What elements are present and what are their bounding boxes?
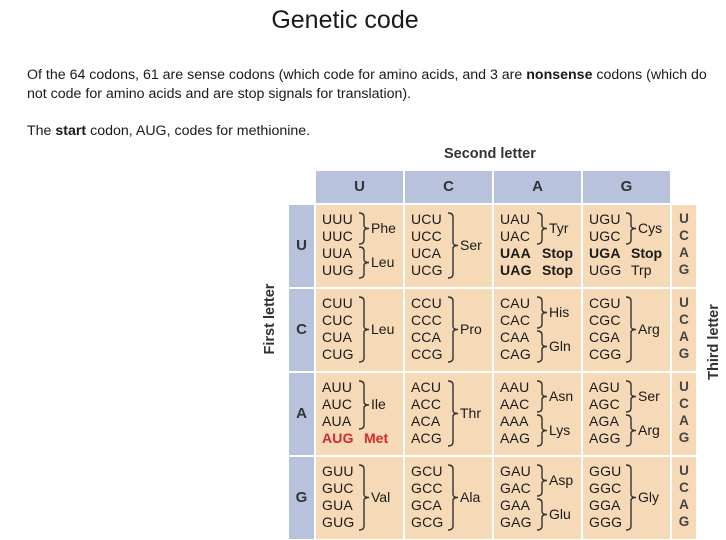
codon: CGU	[589, 295, 621, 311]
brace-icon	[447, 212, 459, 279]
codon: UGA	[589, 245, 621, 261]
amino-acid-label: Ser	[460, 236, 482, 253]
third-letter-u: U	[679, 379, 689, 394]
codon-block-uu	[315, 204, 404, 288]
codon: ACC	[411, 396, 442, 412]
start-codon-paragraph: The start codon, AUG, codes for methionine.	[27, 123, 311, 139]
codon: GUU	[322, 463, 354, 479]
brace-icon	[447, 464, 459, 531]
third-letter-c: C	[679, 228, 689, 243]
codon: UAA	[500, 245, 531, 261]
codon-block-gu	[315, 456, 404, 540]
codon-block-au	[315, 372, 404, 456]
second-letter-label: Second letter	[444, 146, 536, 162]
first-letter-text: G	[295, 489, 308, 506]
codon: UAC	[500, 228, 531, 244]
amino-acid-label: Gly	[638, 488, 659, 505]
amino-acid-label: Lys	[549, 421, 571, 438]
third-letter-g: G	[678, 430, 690, 445]
second-letter-g: G	[582, 170, 671, 204]
intro-paragraph: Of the 64 codons, 61 are sense codons (which code for amino acids, and 3 are nonsense codons (which do not code for amino acids and are stop signals for translation).	[27, 67, 707, 102]
amino-acid-label: Leu	[371, 253, 395, 270]
amino-acid-label: Ile	[371, 396, 386, 412]
third-letter-g: G	[678, 346, 690, 361]
third-letter-u: U	[679, 211, 689, 226]
codon-block-ga	[493, 456, 582, 540]
brace-icon	[536, 296, 548, 329]
codon: AGA	[589, 413, 620, 429]
codon: AAA	[500, 413, 529, 429]
brace-icon	[625, 212, 637, 245]
amino-acid-label: Stop	[542, 262, 574, 278]
brace-icon	[358, 296, 370, 363]
codon: GAA	[500, 497, 531, 513]
codon-block-ca	[493, 288, 582, 372]
amino-acid-label: Asp	[549, 471, 574, 488]
codon-block-gc	[404, 456, 493, 540]
codon: GAC	[500, 480, 531, 496]
third-letter-column-u	[671, 204, 697, 288]
amino-acid-label: Stop	[542, 245, 574, 261]
amino-acid-label: Tyr	[549, 219, 569, 236]
amino-acid-label: Leu	[371, 320, 395, 337]
brace-icon	[536, 498, 548, 531]
codon-block-cu	[315, 288, 404, 372]
codon: CGA	[589, 329, 620, 345]
second-letter-a: A	[493, 170, 582, 204]
codon: GUC	[322, 480, 354, 496]
codon: UGU	[589, 211, 621, 227]
brace-icon	[625, 380, 637, 413]
amino-acid-label: Glu	[549, 505, 571, 522]
codon: UUU	[322, 211, 353, 227]
codon-block-cg	[582, 288, 671, 372]
first-letter-text: C	[296, 321, 307, 338]
amino-acid-label: His	[549, 303, 570, 320]
codon: ACU	[411, 379, 442, 395]
third-letter-c: C	[679, 396, 689, 411]
third-letter-column-a	[671, 372, 697, 456]
third-letter-a: A	[679, 329, 689, 344]
codon-block-aa	[493, 372, 582, 456]
codon: CCA	[411, 329, 442, 345]
codon: GGG	[589, 514, 623, 530]
codon-block-ag	[582, 372, 671, 456]
third-letter-g: G	[678, 514, 690, 529]
amino-acid-label: Ala	[460, 488, 481, 505]
codon-block-uc	[404, 204, 493, 288]
brace-icon	[536, 464, 548, 497]
brace-icon	[358, 380, 370, 430]
codon: GAG	[500, 514, 532, 530]
codon: CUU	[322, 295, 353, 311]
brace-icon	[447, 380, 459, 447]
codon: AGC	[589, 396, 620, 412]
amino-acid-label: Asn	[549, 387, 574, 404]
codon: UCA	[411, 245, 442, 261]
third-letter-u: U	[679, 463, 689, 478]
amino-acid-label: Met	[364, 430, 389, 446]
codon: CCG	[411, 346, 443, 362]
codon: UAU	[500, 211, 531, 227]
first-letter-text: U	[296, 237, 307, 254]
brace-icon	[536, 380, 548, 413]
second-letter-u: U	[315, 170, 404, 204]
codon: AUA	[322, 413, 352, 429]
brace-icon	[358, 464, 370, 531]
first-letter-text: A	[296, 405, 307, 422]
codon-block-gg	[582, 456, 671, 540]
amino-acid-label: Pro	[460, 320, 482, 337]
codon: CCU	[411, 295, 442, 311]
codon: UCC	[411, 228, 442, 244]
third-letter-a: A	[679, 413, 689, 428]
codon: CAU	[500, 295, 531, 311]
second-letter-c: C	[404, 170, 493, 204]
codon: UAG	[500, 262, 532, 278]
codon: ACG	[411, 430, 442, 446]
codon: AAG	[500, 430, 531, 446]
amino-acid-label: Val	[371, 488, 391, 505]
brace-icon	[536, 330, 548, 363]
codon: GGU	[589, 463, 622, 479]
codon: AUC	[322, 396, 353, 412]
codon-block-ug	[582, 204, 671, 288]
codon: CUC	[322, 312, 353, 328]
codon: UCG	[411, 262, 443, 278]
third-letter-c: C	[679, 480, 689, 495]
codon: CUA	[322, 329, 353, 345]
codon: ACA	[411, 413, 441, 429]
codon: AUU	[322, 379, 353, 395]
codon: UUA	[322, 245, 353, 261]
start-term: start	[55, 123, 87, 139]
codon: UUC	[322, 228, 353, 244]
codon: GCU	[411, 463, 443, 479]
amino-acid-label: Gln	[549, 337, 571, 354]
codon: CAC	[500, 312, 531, 328]
page-title: Genetic code	[271, 6, 419, 34]
amino-acid-label: Arg	[638, 320, 660, 337]
amino-acid-label: Arg	[638, 421, 660, 438]
codon: UGG	[589, 262, 622, 278]
amino-acid-label: Phe	[371, 219, 396, 236]
codon: UUG	[322, 262, 354, 278]
codon: GGC	[589, 480, 622, 496]
codon: CCC	[411, 312, 442, 328]
codon: CUG	[322, 346, 354, 362]
codon-block-cc	[404, 288, 493, 372]
codon: GUG	[322, 514, 355, 530]
first-letter-c	[288, 288, 315, 372]
amino-acid-label: Thr	[460, 404, 481, 421]
codon: UGC	[589, 228, 621, 244]
codon: CAG	[500, 346, 531, 362]
codon: AUG	[322, 430, 354, 446]
amino-acid-label: Trp	[631, 262, 652, 278]
brace-icon	[536, 414, 548, 447]
codon: UCU	[411, 211, 442, 227]
third-letter-g: G	[678, 262, 690, 277]
third-letter-c: C	[679, 312, 689, 327]
brace-icon	[358, 246, 370, 279]
third-letter-label: Third letter	[706, 304, 722, 380]
codon: AGU	[589, 379, 620, 395]
third-letter-a: A	[679, 497, 689, 512]
codon: GAU	[500, 463, 531, 479]
amino-acid-label: Ser	[638, 387, 660, 404]
first-letter-label: First letter	[262, 283, 278, 355]
brace-icon	[625, 464, 637, 531]
codon: GCC	[411, 480, 443, 496]
amino-acid-label: Stop	[631, 245, 663, 261]
codon: CAA	[500, 329, 530, 345]
third-letter-u: U	[679, 295, 689, 310]
codon: CGC	[589, 312, 621, 328]
brace-icon	[536, 212, 548, 245]
codon: AGG	[589, 430, 621, 446]
third-letter-column-g	[671, 456, 697, 540]
codon: GCA	[411, 497, 442, 513]
first-letter-g	[288, 456, 315, 540]
third-letter-column-c	[671, 288, 697, 372]
third-letter-a: A	[679, 245, 689, 260]
first-letter-a	[288, 372, 315, 456]
codon: CGG	[589, 346, 622, 362]
codon: GUA	[322, 497, 353, 513]
brace-icon	[447, 296, 459, 363]
codon-block-ua	[493, 204, 582, 288]
first-letter-u	[288, 204, 315, 288]
codon: AAC	[500, 396, 530, 412]
codon: GCG	[411, 514, 444, 530]
codon: AAU	[500, 379, 530, 395]
brace-icon	[625, 296, 637, 363]
nonsense-term: nonsense	[526, 67, 593, 83]
codon: GGA	[589, 497, 621, 513]
amino-acid-label: Cys	[638, 219, 663, 236]
brace-icon	[625, 414, 637, 447]
brace-icon	[358, 212, 370, 245]
codon-block-ac	[404, 372, 493, 456]
